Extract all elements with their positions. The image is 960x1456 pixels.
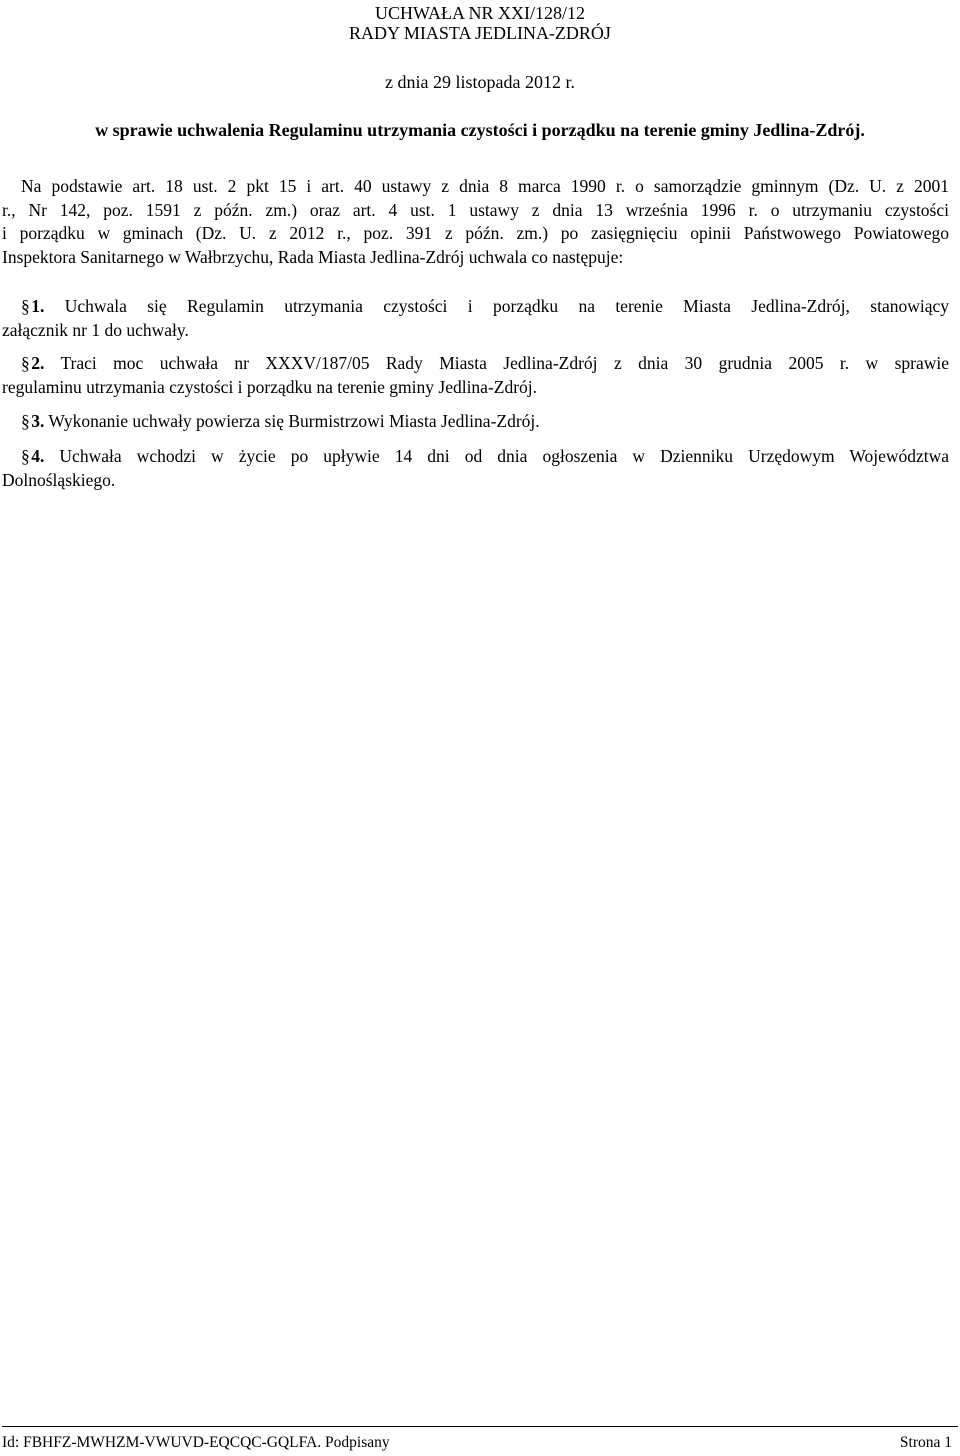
paragraph-text: Traci moc uchwała nr XXXV/187/05 Rady Miasta Jedlina-Zdrój z dnia 30 grudnia 2005 r. w sprawie	[60, 353, 949, 373]
preamble-line: Na podstawie art. 18 ust. 2 pkt 15 i art. 40 ustawy z dnia 8 marca 1990 r. o samorządzie gminnym (Dz. U. z 2001	[21, 176, 949, 196]
paragraph-number: 4.	[31, 446, 45, 466]
resolution-date: z dnia 29 listopada 2012 r.	[385, 72, 575, 92]
paragraph-number: 1.	[31, 296, 45, 316]
paragraph-4: § 4. Uchwała wchodzi w życie po upływie 14 dni od dnia ogłoszenia w Dzienniku Urzędowym Województwa Dolnośląskiego.	[2, 445, 949, 492]
footer-divider	[2, 1426, 958, 1427]
document-id: Id: FBHFZ-MWHZM-VWUVD-EQCQC-GQLFA. Podpisany	[2, 1434, 390, 1451]
resolution-title: UCHWAŁA NR XXI/128/12	[375, 3, 585, 23]
paragraph-text: Uchwala się Regulamin utrzymania czystości i porządku na terenie Miasta Jedlina-Zdrój, stanowiący	[64, 296, 949, 316]
page-number: Strona 1	[899, 1434, 952, 1451]
paragraph-text: Dolnośląskiego.	[2, 469, 116, 490]
paragraph-text: regulaminu utrzymania czystości i porządku na terenie gminy Jedlina-Zdrój.	[2, 376, 538, 397]
paragraph-1: § 1. Uchwala się Regulamin utrzymania czystości i porządku na terenie Miasta Jedlina-Zdrój, stanowiący załącznik nr 1 do uchwały.	[2, 295, 949, 342]
paragraph-3: § 3. Wykonanie uchwały powierza się Burmistrzowi Miasta Jedlina-Zdrój.	[21, 411, 540, 431]
resolution-subject: w sprawie uchwalenia Regulaminu utrzymania czystości i porządku na terenie gminy Jedlina-Zdrój.	[95, 120, 865, 140]
paragraph-2: § 2. Traci moc uchwała nr XXXV/187/05 Rady Miasta Jedlina-Zdrój z dnia 30 grudnia 2005 r. w sprawie regulaminu utrzymania czystości i porządku na terenie gminy Jedlina-Zdrój.	[2, 352, 949, 399]
paragraph-text: Wykonanie uchwały powierza się Burmistrzowi Miasta Jedlina-Zdrój.	[48, 411, 540, 431]
preamble	[2, 175, 949, 269]
paragraph-number: 2.	[31, 353, 45, 373]
preamble-line: i porządku w gminach (Dz. U. z 2012 r., poz. 391 z późn. zm.) po zasięgnięciu opinii Państwowego Powiatowego	[2, 223, 949, 243]
council-name: RADY MIASTA JEDLINA-ZDRÓJ	[349, 23, 611, 43]
preamble-line: Inspektora Sanitarnego w Wałbrzychu, Rada Miasta Jedlina-Zdrój uchwala co następuje:	[2, 246, 624, 267]
paragraph-text: Uchwała wchodzi w życie po upływie 14 dni od dnia ogłoszenia w Dzienniku Urzędowym Województwa	[59, 446, 950, 466]
preamble-line: r., Nr 142, poz. 1591 z późn. zm.) oraz art. 4 ust. 1 ustawy z dnia 13 września 1996 r. o utrzymaniu czystości	[2, 199, 949, 220]
paragraph-text: załącznik nr 1 do uchwały.	[2, 319, 189, 340]
paragraph-number: 3.	[31, 411, 45, 431]
